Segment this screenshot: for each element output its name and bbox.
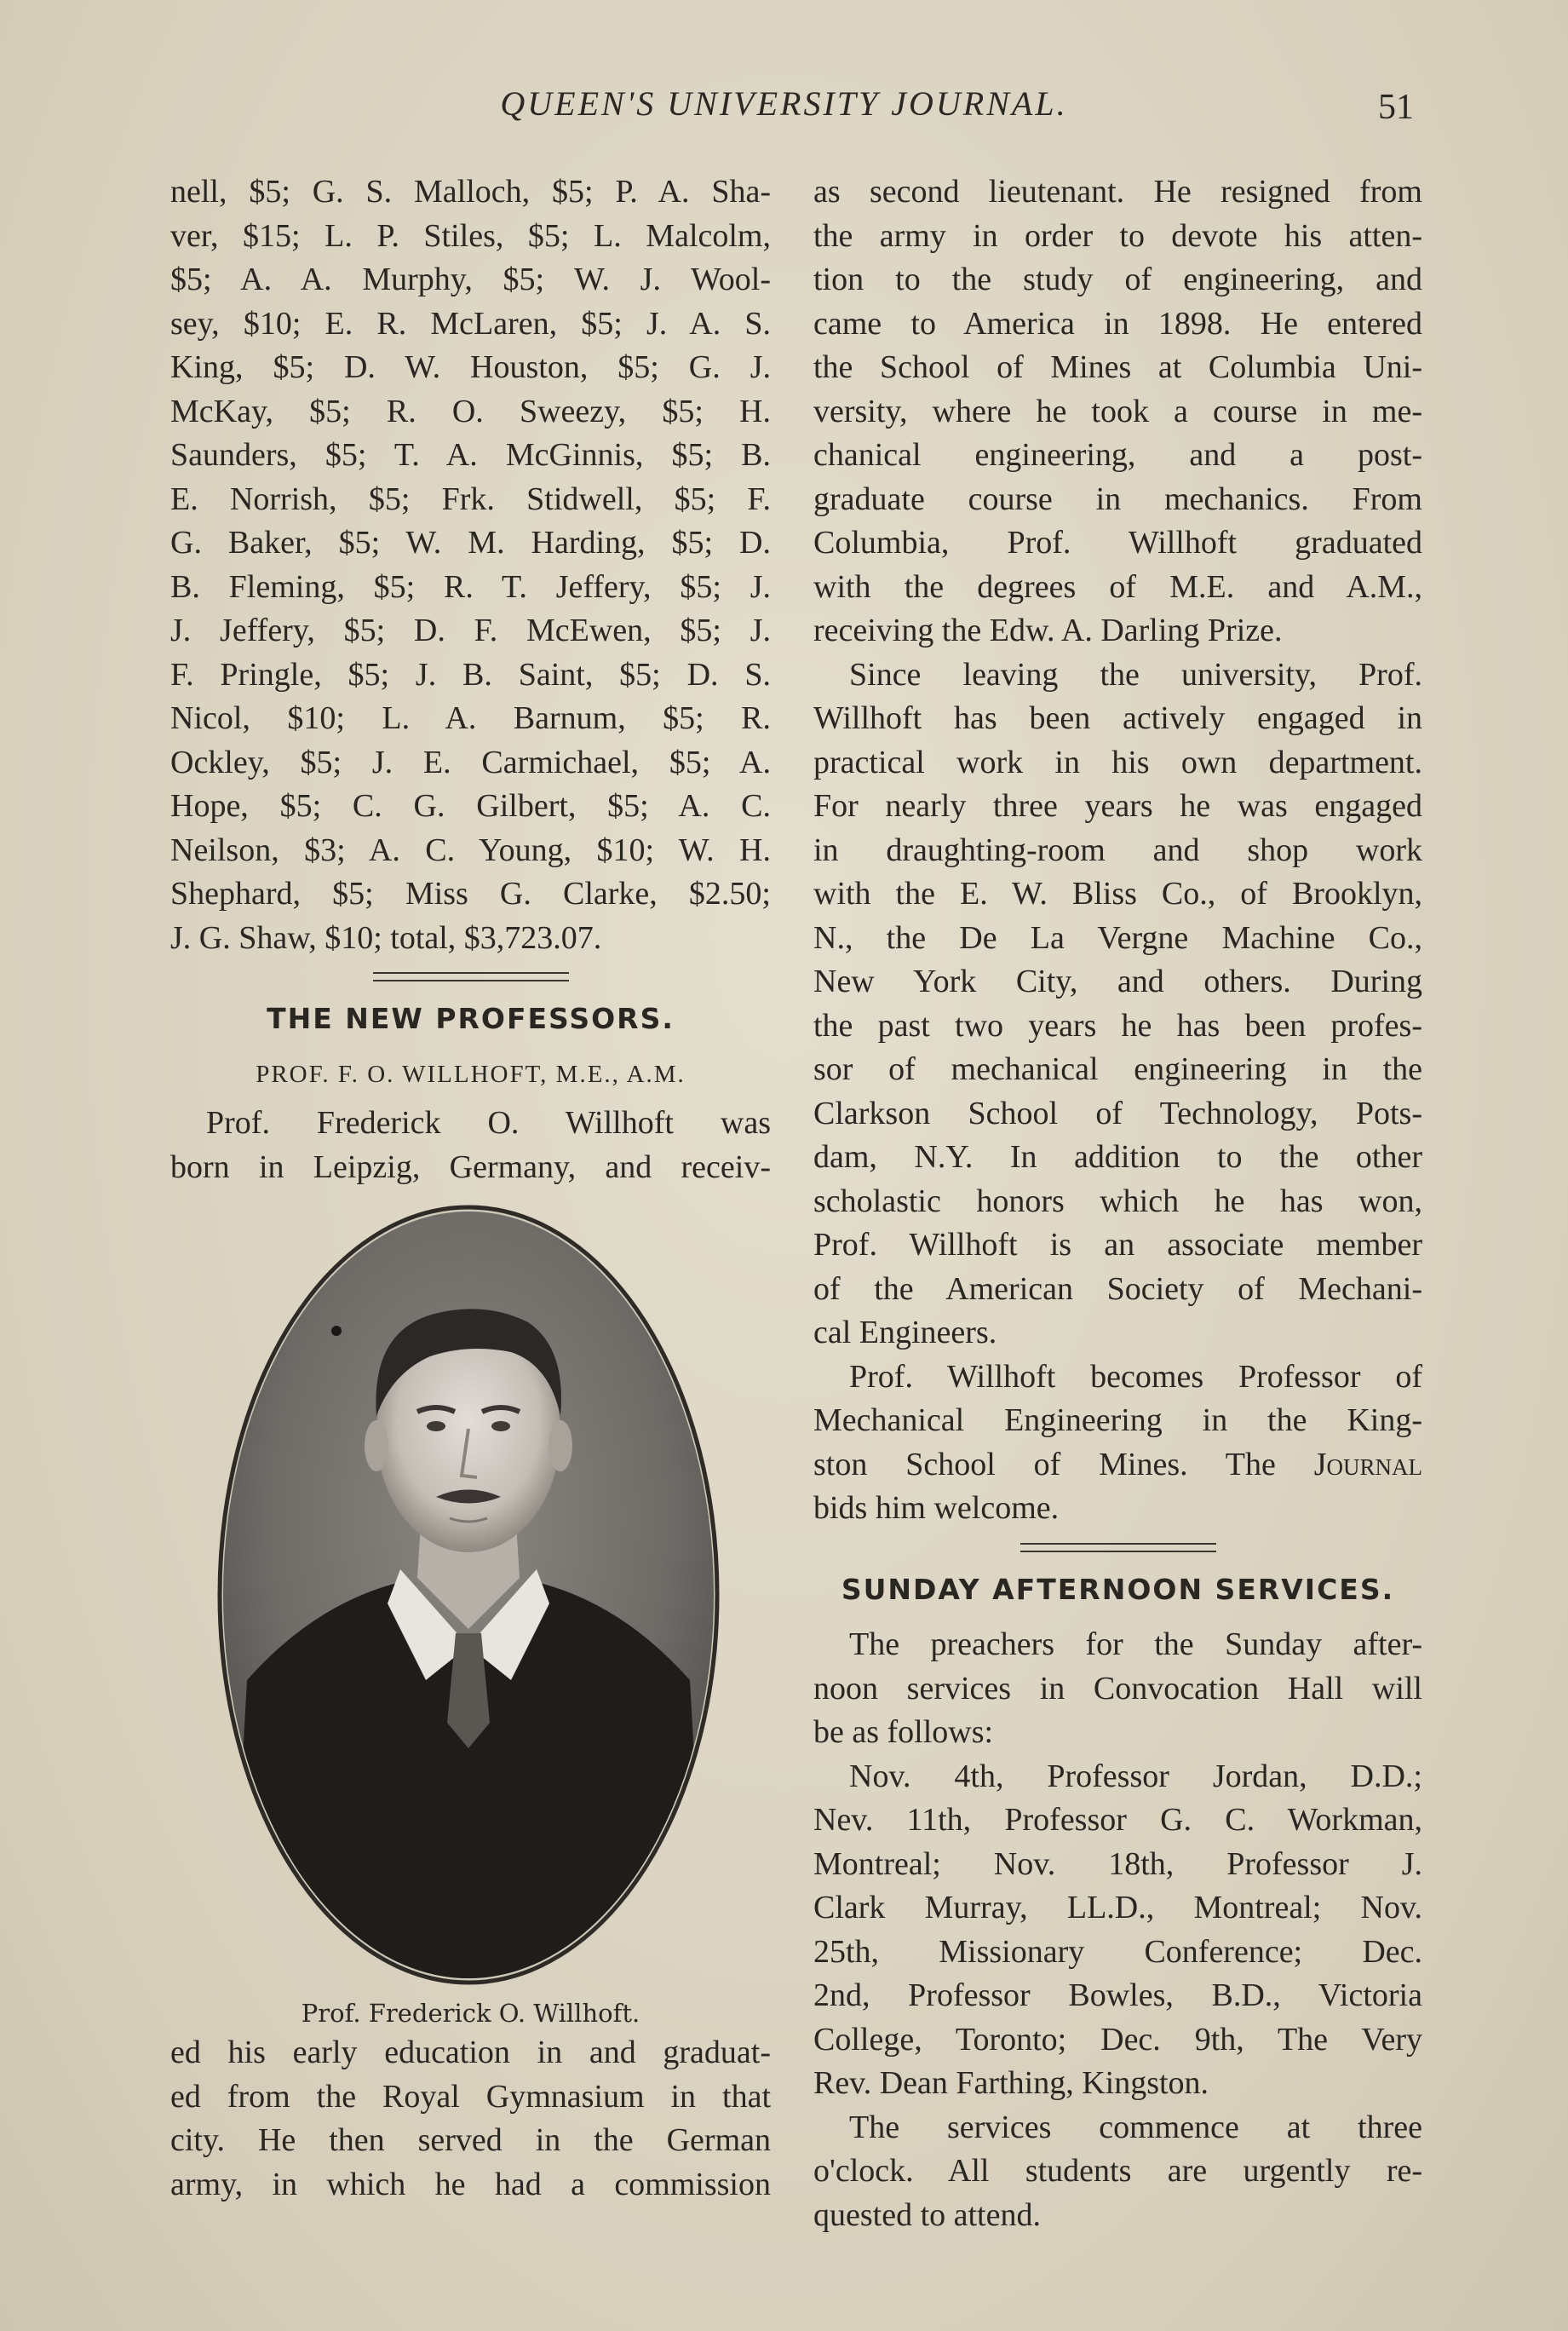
text-line: with the degrees of M.E. and A.M.,	[813, 568, 1422, 605]
text-line: Shephard, $5; Miss G. Clarke, $2.50;	[170, 876, 771, 912]
text-line: army, in which he had a commission	[170, 2166, 771, 2202]
portrait-caption: Prof. Frederick O. Willhoft.	[301, 1999, 640, 2028]
text-line: city. He then served in the German	[170, 2122, 771, 2158]
text-line: King, $5; D. W. Houston, $5; G. J.	[170, 349, 771, 385]
text-line: Willhoft has been actively engaged in	[813, 700, 1422, 736]
text-line: came to America in 1898. He entered	[813, 305, 1422, 342]
text-line: tion to the study of engineering, and	[813, 262, 1422, 297]
text-line	[813, 1443, 1422, 1488]
text-line: sey, $10; E. R. McLaren, $5; J. A. S.	[170, 305, 771, 342]
portrait-photo	[213, 1203, 724, 1987]
text-line: ed his early education in and graduat-	[170, 2035, 771, 2070]
text-line: as second lieutenant. He resigned from	[813, 174, 1422, 210]
page-number: 51	[1378, 88, 1414, 127]
text-line: Rev. Dean Farthing, Kingston.	[813, 2065, 1209, 2101]
text-line: 2nd, Professor Bowles, B.D., Victoria	[813, 1977, 1422, 2013]
text-line: graduate course in mechanics. From	[813, 481, 1422, 517]
text-line: The services commence at three	[849, 2109, 1422, 2145]
text-line: Montreal; Nov. 18th, Professor J.	[813, 1845, 1422, 1882]
text-line: quested to attend.	[813, 2196, 1041, 2233]
text-line: Mechanical Engineering in the King-	[813, 1402, 1422, 1438]
text-line: sor of mechanical engineering in the	[813, 1051, 1422, 1087]
text-line: in draughting-room and shop work	[813, 832, 1422, 868]
text-line: scholastic honors which he has won,	[813, 1183, 1422, 1219]
text-line: Prof. Frederick O. Willhoft was	[206, 1105, 771, 1141]
text-line: $5; A. A. Murphy, $5; W. J. Wool-	[170, 262, 771, 297]
text-line: College, Toronto; Dec. 9th, The Very	[813, 2021, 1422, 2058]
text-span: ston School of Mines. The	[813, 1446, 1314, 1482]
text-line: practical work in his own department.	[813, 744, 1422, 780]
section-heading-new-professors: THE NEW PROFESSORS.	[267, 1002, 675, 1035]
right-column	[813, 170, 1422, 2237]
text-line: Clark Murray, LL.D., Montreal; Nov.	[813, 1890, 1422, 1925]
text-line: Nev. 11th, Professor G. C. Workman,	[813, 1802, 1422, 1838]
paragraph-biography	[813, 170, 1422, 653]
text-line: o'clock. All students are urgently re-	[813, 2153, 1422, 2189]
text-line: the past two years he has been profes-	[813, 1007, 1422, 1044]
text-line: G. Baker, $5; W. M. Harding, $5; D.	[170, 525, 771, 561]
article-intro	[170, 1102, 771, 1189]
text-line: versity, where he took a course in me-	[813, 393, 1422, 429]
text-line: dam, N.Y. In addition to the other	[813, 1139, 1422, 1175]
paragraph-preachers-intro	[813, 1623, 1422, 1755]
text-line: E. Norrish, $5; Frk. Stidwell, $5; F.	[170, 481, 771, 517]
text-line: N., the De La Vergne Machine Co.,	[813, 919, 1422, 956]
text-line: New York City, and others. During	[813, 964, 1422, 999]
text-line: Hope, $5; C. G. Gilbert, $5; A. C.	[170, 788, 771, 824]
text-line: of the American Society of Mechani-	[813, 1270, 1422, 1307]
text-line: receiving the Edw. A. Darling Prize.	[813, 613, 1283, 648]
text-line: Nov. 4th, Professor Jordan, D.D.;	[849, 1758, 1422, 1794]
text-line: Columbia, Prof. Willhoft graduated	[813, 525, 1422, 561]
portrait-figure	[170, 1203, 771, 2028]
article-continuation	[170, 2031, 771, 2207]
text-line: nell, $5; G. S. Malloch, $5; P. A. Sha-	[170, 174, 771, 210]
text-line: noon services in Convocation Hall will	[813, 1670, 1422, 1707]
text-line: ver, $15; L. P. Stiles, $5; L. Malcolm,	[170, 217, 771, 254]
text-line: Ockley, $5; J. E. Carmichael, $5; A.	[170, 744, 771, 780]
text-line: Since leaving the university, Prof.	[849, 656, 1422, 693]
text-line: Neilson, $3; A. C. Young, $10; W. H.	[170, 832, 771, 868]
text-line: For nearly three years he was engaged	[813, 788, 1422, 824]
text-line: born in Leipzig, Germany, and receiv-	[170, 1148, 771, 1185]
text-line: with the E. W. Bliss Co., of Brooklyn,	[813, 876, 1422, 912]
text-line: F. Pringle, $5; J. B. Saint, $5; D. S.	[170, 656, 771, 693]
paragraph-appointment	[813, 1355, 1422, 1531]
text-line: Saunders, $5; T. A. McGinnis, $5; B.	[170, 437, 771, 473]
text-line: B. Fleming, $5; R. T. Jeffery, $5; J.	[170, 568, 771, 605]
double-rule-divider	[373, 972, 569, 981]
text-line: Prof. Willhoft becomes Professor of	[849, 1358, 1422, 1395]
paragraph-service-time	[813, 2106, 1422, 2238]
text-line: Nicol, $10; L. A. Barnum, $5; R.	[170, 700, 771, 736]
paragraph-career	[813, 653, 1422, 1355]
double-rule-divider	[1020, 1543, 1216, 1552]
section-heading-sunday-services: SUNDAY AFTERNOON SERVICES.	[841, 1572, 1395, 1606]
text-line: chanical engineering, and a post-	[813, 437, 1422, 473]
text-line: J. G. Shaw, $10; total, $3,723.07.	[170, 919, 602, 956]
text-line: bids him welcome.	[813, 1490, 1060, 1526]
text-line: J. Jeffery, $5; D. F. McEwen, $5; J.	[170, 613, 771, 648]
text-line: ed from the Royal Gymnasium in that	[170, 2078, 771, 2115]
text-line: be as follows:	[813, 1714, 994, 1750]
paragraph-preachers-schedule	[813, 1755, 1422, 2106]
text-line: McKay, $5; R. O. Sweezy, $5; H.	[170, 393, 771, 429]
donor-list	[170, 170, 771, 960]
left-column	[170, 170, 771, 2207]
text-line: The preachers for the Sunday after-	[849, 1626, 1422, 1662]
text-line: Clarkson School of Technology, Pots-	[813, 1095, 1422, 1131]
journal-word: Journal	[1313, 1446, 1422, 1482]
subheading-willhoft: PROF. F. O. WILLHOFT, M.E., A.M.	[256, 1060, 686, 1088]
running-head: QUEEN'S UNIVERSITY JOURNAL.	[500, 84, 1068, 123]
text-line: Prof. Willhoft is an associate member	[813, 1227, 1422, 1263]
text-line: 25th, Missionary Conference; Dec.	[813, 1933, 1422, 1970]
text-line: cal Engineers.	[813, 1315, 997, 1350]
text-line: the School of Mines at Columbia Uni-	[813, 349, 1422, 385]
text-line: the army in order to devote his atten-	[813, 217, 1422, 254]
